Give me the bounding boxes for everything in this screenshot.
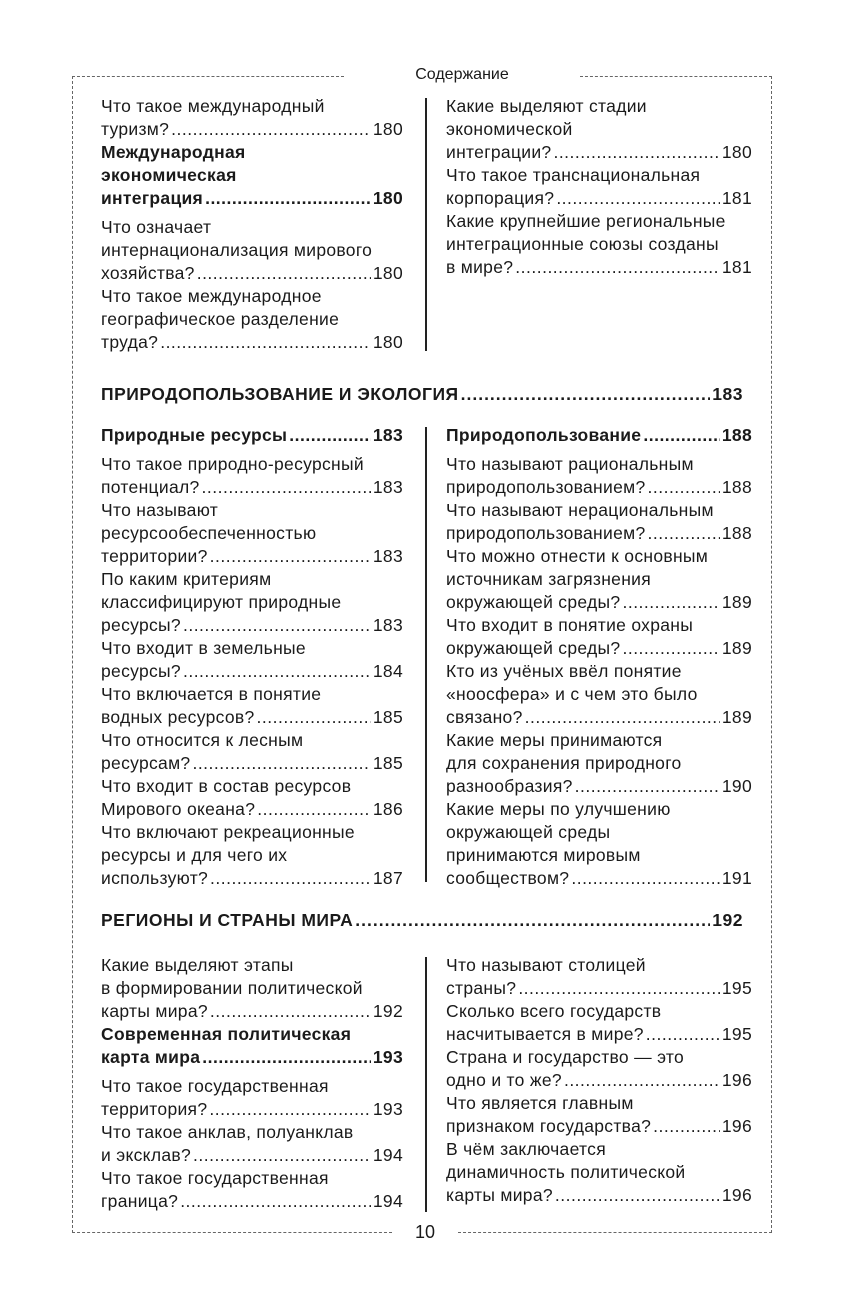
dot-leader xyxy=(525,706,720,729)
toc-entry-text: Кто из учёных ввёл понятие xyxy=(446,661,682,681)
toc-entry-text: одно и то же? xyxy=(446,1070,562,1090)
toc-page-number: 180 xyxy=(721,142,752,162)
column-divider xyxy=(425,98,427,351)
toc-entry-text: потенциал? xyxy=(101,477,200,497)
toc-entry-text: окружающей среды? xyxy=(446,592,621,612)
dot-leader xyxy=(192,752,370,775)
toc-entry-text: природопользованием? xyxy=(446,523,646,543)
section-page: 183 xyxy=(712,384,743,404)
toc-entry-text: связано? xyxy=(446,707,523,727)
dot-leader xyxy=(518,977,720,1000)
toc-entry-text: ресурсы и для чего их xyxy=(101,845,288,865)
dot-leader xyxy=(210,867,371,890)
toc-entry-text: ресурсы? xyxy=(101,661,181,681)
dot-leader xyxy=(556,187,720,210)
toc-page-number: 185 xyxy=(372,707,403,727)
toc-column xyxy=(101,95,403,354)
toc-entry[interactable] xyxy=(446,1000,752,1046)
frame-bottom-left xyxy=(72,1232,392,1233)
toc-page-number: 188 xyxy=(721,425,752,445)
toc-entry-text: карта мира xyxy=(101,1047,201,1067)
toc-entry-text: карты мира? xyxy=(101,1001,208,1021)
toc-entry-text: интеграция xyxy=(101,188,204,208)
toc-entry[interactable] xyxy=(101,1167,403,1213)
toc-entry-text: Что такое государственная xyxy=(101,1168,329,1188)
column-divider xyxy=(425,957,427,1212)
toc-entry[interactable] xyxy=(101,637,403,683)
toc-entry[interactable] xyxy=(446,954,752,1000)
toc-entry[interactable] xyxy=(101,285,403,354)
toc-entry-text: Что такое международное xyxy=(101,286,322,306)
toc-entry[interactable] xyxy=(101,453,403,499)
toc-subsection[interactable] xyxy=(446,424,752,447)
toc-entry-text: интеграции? xyxy=(446,142,552,162)
toc-entry[interactable] xyxy=(446,798,752,890)
toc-entry[interactable] xyxy=(446,210,752,279)
toc-subsection[interactable] xyxy=(101,141,403,210)
frame-top-right xyxy=(580,76,772,77)
toc-entry-text: Международная xyxy=(101,142,246,162)
toc-entry[interactable] xyxy=(101,568,403,637)
section-title: РЕГИОНЫ И СТРАНЫ МИРА xyxy=(101,910,354,930)
dot-leader xyxy=(648,522,720,545)
toc-entry-text: разнообразия? xyxy=(446,776,573,796)
toc-entry-text: сообществом? xyxy=(446,868,570,888)
frame-top-left xyxy=(72,76,344,77)
toc-entry[interactable] xyxy=(446,1046,752,1092)
toc-entry[interactable] xyxy=(101,683,403,729)
section-heading[interactable] xyxy=(101,384,743,405)
toc-entry-text: Что является главным xyxy=(446,1093,634,1113)
toc-entry[interactable] xyxy=(446,1138,752,1207)
frame-left xyxy=(72,76,73,1233)
toc-entry[interactable] xyxy=(101,954,403,1023)
toc-entry-text: для сохранения природного xyxy=(446,753,682,773)
toc-entry[interactable] xyxy=(446,164,752,210)
toc-entry-text: В чём заключается xyxy=(446,1139,606,1159)
toc-entry-text: ресурсы? xyxy=(101,615,181,635)
toc-entry-text: Что можно отнести к основным xyxy=(446,546,709,566)
toc-page-number: 193 xyxy=(372,1047,403,1067)
toc-entry-text: Страна и государство — это xyxy=(446,1047,685,1067)
toc-entry[interactable] xyxy=(446,95,752,164)
toc-entry-text: природопользованием? xyxy=(446,477,646,497)
toc-entry-text: Что называют xyxy=(101,500,219,520)
toc-page-number: 180 xyxy=(372,263,403,283)
toc-entry[interactable] xyxy=(446,545,752,614)
dot-leader xyxy=(355,910,710,931)
dot-leader xyxy=(622,591,719,614)
toc-entry-text: Что входит в понятие охраны xyxy=(446,615,694,635)
dot-leader xyxy=(171,118,371,141)
dot-leader xyxy=(622,637,719,660)
dot-leader xyxy=(653,1115,720,1138)
dot-leader xyxy=(202,1046,371,1069)
toc-entry-text: Что такое природно-ресурсный xyxy=(101,454,364,474)
toc-entry-text: корпорация? xyxy=(446,188,555,208)
toc-page-number: 189 xyxy=(721,707,752,727)
dot-leader xyxy=(289,424,371,447)
toc-entry[interactable] xyxy=(101,775,403,821)
toc-entry[interactable] xyxy=(101,216,403,285)
frame-right xyxy=(771,76,772,1233)
toc-page-number: 196 xyxy=(721,1116,752,1136)
toc-entry-text: ресурсам? xyxy=(101,753,191,773)
toc-entry[interactable] xyxy=(446,453,752,499)
toc-entry-text: Какие меры по улучшению xyxy=(446,799,671,819)
toc-entry-text: Какие выделяют этапы xyxy=(101,955,294,975)
toc-entry-text: классифицируют природные xyxy=(101,592,342,612)
toc-entry-text: Природопользование xyxy=(446,425,642,445)
dot-leader xyxy=(555,1184,720,1207)
dot-leader xyxy=(183,660,371,683)
toc-column xyxy=(446,95,752,279)
toc-page-number: 196 xyxy=(721,1185,752,1205)
toc-entry-text: в мире? xyxy=(446,257,514,277)
dot-leader xyxy=(180,1190,371,1213)
toc-entry-text: «ноосфера» и с чем это было xyxy=(446,684,698,704)
toc-entry[interactable] xyxy=(101,1121,403,1167)
toc-page-number: 183 xyxy=(372,477,403,497)
toc-entry-text: Что входит в состав ресурсов xyxy=(101,776,352,796)
column-divider xyxy=(425,427,427,882)
toc-page-number: 180 xyxy=(372,119,403,139)
toc-entry-text: Что включают рекреационные xyxy=(101,822,355,842)
section-title: ПРИРОДОПОЛЬЗОВАНИЕ И ЭКОЛОГИЯ xyxy=(101,384,459,404)
toc-entry-text: Какие крупнейшие региональные xyxy=(446,211,726,231)
toc-entry-text: Что означает xyxy=(101,217,212,237)
section-page: 192 xyxy=(712,910,743,930)
toc-entry[interactable] xyxy=(446,660,752,729)
toc-entry-text: хозяйства? xyxy=(101,263,195,283)
toc-entry-text: используют? xyxy=(101,868,209,888)
dot-leader xyxy=(553,141,719,164)
toc-entry[interactable] xyxy=(446,1092,752,1138)
toc-page-number: 194 xyxy=(372,1145,403,1165)
toc-page-number: 188 xyxy=(721,523,752,543)
dot-leader xyxy=(257,706,371,729)
dot-leader xyxy=(202,476,371,499)
toc-entry-text: граница? xyxy=(101,1191,179,1211)
toc-entry-text: Что называют нерациональным xyxy=(446,500,714,520)
toc-page-number: 195 xyxy=(721,1024,752,1044)
toc-entry[interactable] xyxy=(101,499,403,568)
toc-page-number: 191 xyxy=(721,868,752,888)
dot-leader xyxy=(564,1069,720,1092)
toc-page-number: 185 xyxy=(372,753,403,773)
toc-entry-text: Какие выделяют стадии xyxy=(446,96,647,116)
toc-page-number: 187 xyxy=(372,868,403,888)
toc-page-number: 189 xyxy=(721,638,752,658)
frame-bottom-right xyxy=(458,1232,772,1233)
toc-entry-text: Природные ресурсы xyxy=(101,425,288,445)
dot-leader xyxy=(643,424,720,447)
toc-entry-text: Какие меры принимаются xyxy=(446,730,663,750)
dot-leader xyxy=(648,476,720,499)
toc-entry-text: Что называют столицей xyxy=(446,955,646,975)
dot-leader xyxy=(515,256,720,279)
dot-leader xyxy=(210,1000,371,1023)
toc-entry-text: Сколько всего государств xyxy=(446,1001,662,1021)
toc-column xyxy=(101,424,403,890)
toc-column xyxy=(101,954,403,1213)
toc-entry[interactable] xyxy=(101,821,403,890)
dot-leader xyxy=(197,262,371,285)
toc-entry[interactable] xyxy=(446,729,752,798)
toc-entry-text: водных ресурсов? xyxy=(101,707,255,727)
toc-entry-text: Что такое транснациональная xyxy=(446,165,701,185)
toc-page-number: 183 xyxy=(372,425,403,445)
toc-entry-text: источникам загрязнения xyxy=(446,569,652,589)
toc-page-number: 184 xyxy=(372,661,403,681)
toc-page-number: 189 xyxy=(721,592,752,612)
toc-entry-text: территория? xyxy=(101,1099,208,1119)
toc-entry-text: географическое разделение xyxy=(101,309,340,329)
toc-page-number: 193 xyxy=(372,1099,403,1119)
toc-subsection[interactable] xyxy=(101,1023,403,1069)
toc-entry-text: Что входит в земельные xyxy=(101,638,306,658)
toc-page-number: 183 xyxy=(372,546,403,566)
dot-leader xyxy=(160,331,371,354)
toc-entry[interactable] xyxy=(101,95,403,141)
toc-entry-text: окружающей среды? xyxy=(446,638,621,658)
toc-entry-text: Что относится к лесным xyxy=(101,730,304,750)
toc-entry-text: признаком государства? xyxy=(446,1116,652,1136)
dot-leader xyxy=(210,545,371,568)
dot-leader xyxy=(257,798,371,821)
toc-entry-text: ресурсообеспеченностью xyxy=(101,523,317,543)
toc-entry-text: карты мира? xyxy=(446,1185,553,1205)
dot-leader xyxy=(183,614,371,637)
dot-leader xyxy=(193,1144,371,1167)
toc-entry-text: По каким критериям xyxy=(101,569,272,589)
toc-page-number: 181 xyxy=(721,257,752,277)
toc-entry-text: Мирового океана? xyxy=(101,799,256,819)
toc-entry-text: интеграционные союзы созданы xyxy=(446,234,719,254)
toc-entry-text: труда? xyxy=(101,332,159,352)
toc-entry[interactable] xyxy=(446,499,752,545)
toc-entry[interactable] xyxy=(446,614,752,660)
toc-entry-text: Что такое государственная xyxy=(101,1076,329,1096)
dot-leader xyxy=(571,867,720,890)
toc-entry-text: динамичность политической xyxy=(446,1162,686,1182)
toc-column xyxy=(446,954,752,1207)
toc-entry-text: туризм? xyxy=(101,119,170,139)
toc-entry-text: окружающей среды xyxy=(446,822,611,842)
toc-page-number: 180 xyxy=(372,188,403,208)
toc-page-number: 180 xyxy=(372,332,403,352)
toc-entry-text: страны? xyxy=(446,978,517,998)
toc-page-number: 181 xyxy=(721,188,752,208)
dot-leader xyxy=(646,1023,720,1046)
dot-leader xyxy=(209,1098,371,1121)
toc-page-number: 188 xyxy=(721,477,752,497)
toc-entry-text: экономическая xyxy=(101,165,237,185)
toc-column xyxy=(446,424,752,890)
toc-page-number: 196 xyxy=(721,1070,752,1090)
toc-entry-text: Что такое международный xyxy=(101,96,325,116)
toc-entry[interactable] xyxy=(101,729,403,775)
toc-page-number: 195 xyxy=(721,978,752,998)
toc-subsection[interactable] xyxy=(101,424,403,447)
toc-page-number: 186 xyxy=(372,799,403,819)
page-number: 10 xyxy=(414,1222,436,1242)
toc-entry-text: интернационализация мирового xyxy=(101,240,373,260)
toc-entry-text: принимаются мировым xyxy=(446,845,641,865)
toc-page-number: 183 xyxy=(372,615,403,635)
toc-entry-text: Что включается в понятие xyxy=(101,684,322,704)
toc-entry-text: Что такое анклав, полуанклав xyxy=(101,1122,354,1142)
toc-entry-text: насчитывается в мире? xyxy=(446,1024,644,1044)
section-heading[interactable] xyxy=(101,910,743,931)
toc-entry-text: экономической xyxy=(446,119,573,139)
dot-leader xyxy=(575,775,720,798)
toc-page-number: 192 xyxy=(372,1001,403,1021)
toc-page-number: 190 xyxy=(721,776,752,796)
dot-leader xyxy=(461,384,711,405)
toc-page-number: 194 xyxy=(372,1191,403,1211)
toc-entry-text: Что называют рациональным xyxy=(446,454,694,474)
toc-entry-text: в формировании политической xyxy=(101,978,363,998)
toc-entry-text: и эксклав? xyxy=(101,1145,191,1165)
toc-entry-text: территории? xyxy=(101,546,208,566)
toc-entry-text: Современная политическая xyxy=(101,1024,352,1044)
page-header: Содержание xyxy=(415,66,509,83)
toc-entry[interactable] xyxy=(101,1075,403,1121)
dot-leader xyxy=(205,187,371,210)
